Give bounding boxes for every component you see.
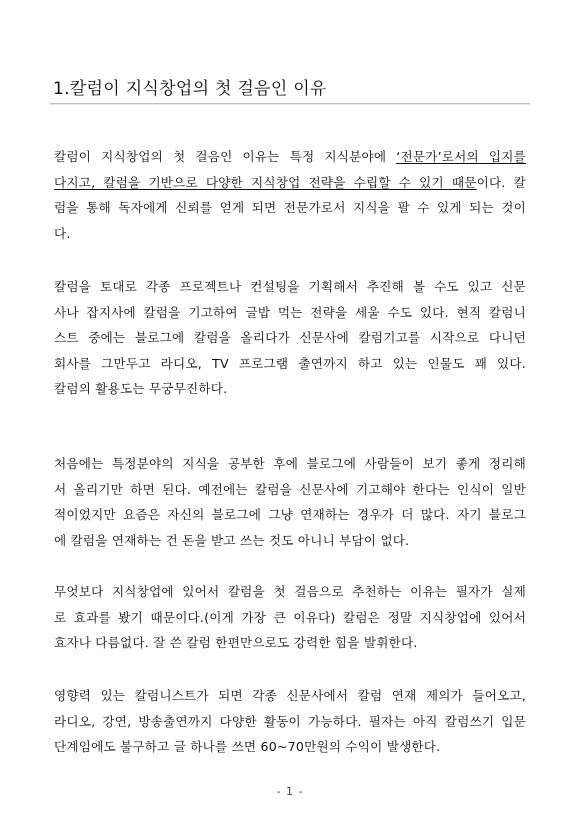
- paragraph-4: [54, 579, 526, 656]
- paragraph-line: 사나 잡지사에 칼럼을 기고하여 글밥 먹는 전략을 세울 수도 있다. 현직 칼럼니: [54, 304, 526, 320]
- paragraph-line: 스트 중에는 블로그에 칼럼을 올리다가 신문사에 칼럼기고를 시작으로 다니던: [54, 330, 526, 345]
- paragraph-3: [54, 451, 526, 553]
- paragraph-line: 단계임에도 불구하고 글 하나를 쓰면 60~70만원의 수익이 발생한다.: [54, 739, 441, 754]
- paragraph-line: 라디오, 강연, 방송출연까지 다양한 활동이 가능하다. 필자는 아직 칼럼쓰기 입문: [54, 713, 526, 729]
- paragraph-line: 회사를 그만두고 라디오, TV 프로그램 출연까지 하고 있는 인물도 꽤 있다.: [54, 355, 526, 371]
- paragraph-line: 칼럼의 활용도는 무궁무진하다.: [54, 381, 228, 396]
- paragraph-line: 칼럼이 지식창업의 첫 걸음인 이유는 특정 지식분야에 ‘전문가’로서의 입지를: [54, 149, 526, 164]
- paragraph-line: 무엇보다 지식창업에 있어서 칼럼을 첫 걸음으로 추천하는 이유는 필자가 실제: [54, 584, 526, 599]
- paragraph-line: 럼을 통해 독자에게 신뢰를 얻게 되면 전문가로서 지식을 팔 수 있게 되는 것이: [54, 200, 526, 215]
- paragraph-line: 칼럼을 토대로 각종 프로젝트나 컨설팅을 기획해서 추진해 볼 수도 있고 신문: [54, 279, 526, 294]
- paragraph-line: 영향력 있는 칼럼니스트가 되면 각종 신문사에서 칼럼 연재 제의가 들어오고,: [54, 688, 526, 703]
- paragraph-line: 효자나 다름없다. 잘 쓴 칼럼 한편만으로도 강력한 힘을 발휘한다.: [54, 635, 418, 650]
- paragraph-1: [54, 144, 526, 246]
- page-title: 1.칼럼이 지식창업의 첫 걸음인 이유: [53, 79, 327, 99]
- paragraph-line: 다.: [54, 225, 71, 241]
- underlined-text: ‘전문가’로서의 입지를: [396, 149, 526, 164]
- title-box: [50, 70, 530, 104]
- paragraph-line: 다지고, 칼럼을 기반으로 다양한 지식창업 전략을 수립할 수 있기 때문이다. 칼: [54, 174, 526, 190]
- paragraph-line: 에 칼럼을 연재하는 건 돈을 받고 쓰는 것도 아니니 부담이 없다.: [54, 532, 410, 548]
- paragraph-line: 처음에는 특정분야의 지식을 공부한 후에 블로그에 사람들이 보기 좋게 정리해: [54, 456, 526, 471]
- paragraph-line: 로 효과를 봤기 때문이다.(이게 가장 큰 이유다) 칼럼은 정말 지식창업에 있어서: [54, 609, 526, 625]
- page-number: - 1 -: [276, 785, 304, 798]
- underlined-text: 다지고, 칼럼을 기반으로 다양한 지식창업 전략을 수립할 수 있기 때문: [54, 174, 477, 190]
- paragraph-line: 서 올리기만 하면 된다. 예전에는 칼럼을 신문사에 기고해야 한다는 인식이 일반: [54, 481, 526, 497]
- paragraph-5: [54, 683, 526, 760]
- paragraph-line: 적이었지만 요즘은 자신의 블로그에 그냥 연재하는 경우가 더 많다. 자기 블로그: [54, 507, 526, 522]
- paragraph-2: [54, 274, 526, 402]
